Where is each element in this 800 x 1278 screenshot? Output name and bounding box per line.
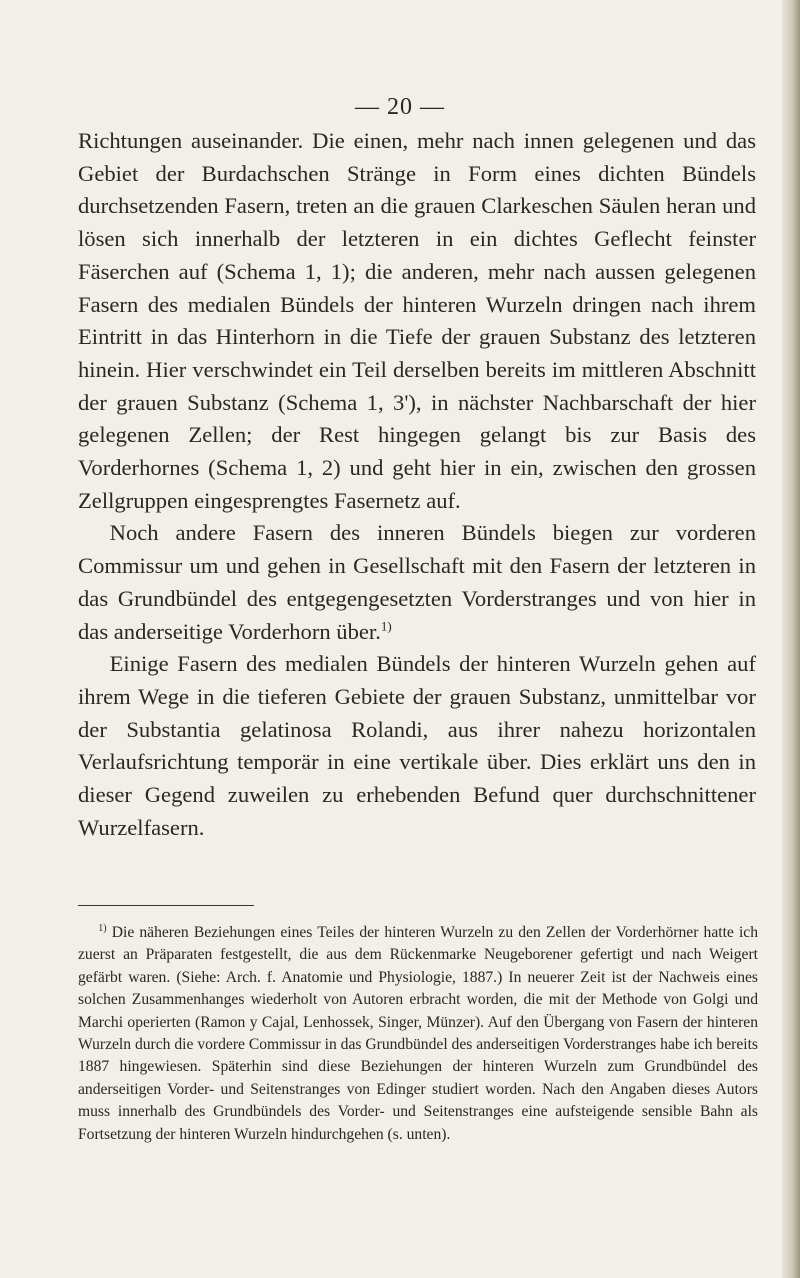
paragraph-2	[78, 517, 756, 648]
paragraph-1: Richtungen auseinander. Die einen, mehr nach innen gelegenen und das Gebiet der Burdachschen Stränge in Form eines dichten Bündels durchsetzenden Fasern, treten an die grauen Clarkeschen Säulen heran und lösen sich innerhalb der letzteren in ein dichtes Geflecht feinster Fäserchen auf (Schema 1, 1); die anderen, mehr nach aussen gelegenen Fasern des medialen Bündels der hinteren Wurzeln dringen nach ihrem Eintritt in das Hinterhorn in die Tiefe der grauen Substanz des letzteren hinein. Hier verschwindet ein Teil derselben bereits im mittleren Abschnitt der grauen Substanz (Schema 1, 3'), in nächster Nachbarschaft der hier gelegenen Zellen; der Rest hingegen gelangt bis zur Basis des Vorderhornes (Schema 1, 2) und geht hier in ein, zwischen den grossen Zellgruppen eingesprengtes Fasernetz auf.	[78, 128, 756, 513]
paragraph-3: Einige Fasern des medialen Bündels der hinteren Wurzeln gehen auf ihrem Wege in die tieferen Gebiete der grauen Substanz, unmittelbar vor der Substantia gelatinosa Rolandi, aus ihrer nahezu horizontalen Verlaufsrichtung temporär in eine vertikale über. Dies erklärt uns den in dieser Gegend zuweilen zu erhebenden Befund quer durchschnittener Wurzelfasern.	[78, 651, 756, 840]
footnote-text: Die näheren Beziehungen eines Teiles der hinteren Wurzeln zu den Zellen der Vorderhörner hatte ich zuerst an Präparaten festgestellt, die aus dem Rückenmarke Neugeborener gefertigt und nach Weigert gefärbt waren. (Siehe: Arch. f. Anatomie und Physiologie, 1887.) In neuerer Zeit ist der Nachweis eines solchen Zusammenhanges wiederholt von Autoren erbracht worden, die mit der Methode von Golgi und Marchi operierten (Ramon y Cajal, Lenhossek, Singer, Münzer). Auf den Übergang von Fasern der hinteren Wurzeln durch die vordere Commissur in das Grundbündel des anderseitigen Vorderstranges habe ich bereits 1887 hingewiesen. Späterhin sind diese Beziehungen der hinteren Wurzeln zum Grundbündel des anderseitigen Vorder- und Seitenstranges von Edinger studiert worden. Nach den Angaben dieses Autors muss innerhalb des Grundbündels des Vorder- und Seitenstranges eine aufsteigende sensible Bahn als Fortsetzung der hinteren Wurzeln hindurchgehen (s. unten).	[78, 924, 758, 1143]
footnote-marker: 1)	[98, 922, 107, 934]
paragraph-2-text: Noch andere Fasern des inneren Bündels biegen zur vorderen Commissur um und gehen in Gesellschaft mit den Fasern der letzteren in das Grundbündel des entgegengesetzten Vorderstranges und von hier in das anderseitige Vorderhorn über.	[78, 520, 756, 644]
footnotes	[78, 922, 758, 1146]
page-number: — 20 —	[355, 94, 445, 120]
footnote-separator	[78, 905, 254, 906]
footnote-reference: 1)	[380, 618, 392, 634]
footnote-1	[78, 922, 758, 1146]
page-edge-shadow	[782, 0, 800, 1278]
main-text	[78, 125, 756, 844]
